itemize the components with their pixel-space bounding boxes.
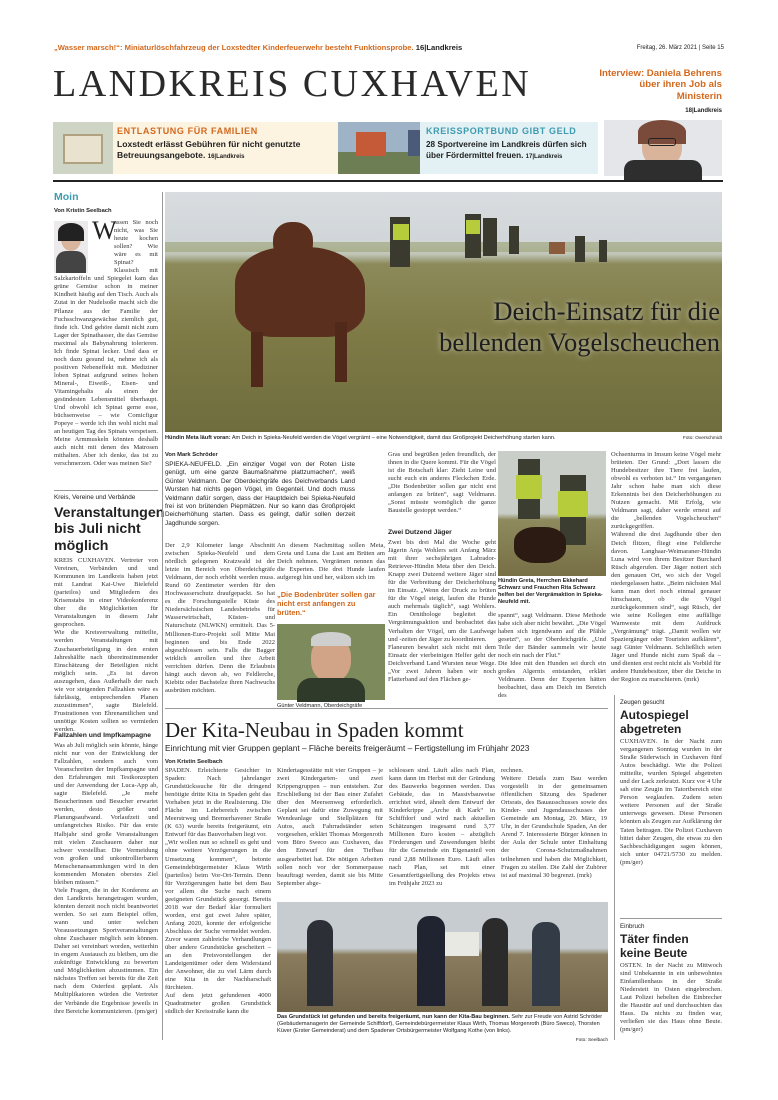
kita-caption-text: Sehr zur Freude von Astrid Schröder (Gebäudemanagerin der Gemeinde Schiffdorf), Gemeindebürgermeister Klaus Wirth, Thomas Morgenroth (Büro Sweco), Thorsten Küver (Erster Gemeinderat) und dem Spadener Ortsbürgermeister Wolfgang Kothe (von links). bbox=[277, 1014, 603, 1034]
deich-col1: Der 2,9 Kilometer lange Abschnitt zwischen Spieka-Neufeld und dem nördlich gelegenen Kratzwald ist der letzte im Bereich von Oberdeichgräfe Veldmann, der noch erhöht werden muss. Rund 60 Zentimeter werden für den Hochwasserschutz draufgepackt. So hat es die Forschungsstelle Küste des Niedersächsischen Landesbetriebs für Wasserwirtschaft, Küsten- und Naturschutz (NLWKN) ermittelt. Das 5-Millionen-Euro-Projekt soll Mitte Mai beginnen und bis Ende 2022 abgeschlossen sein. Falls die Bagger wirklich anrollen und ihre Arbeit verrichten dürfen. Denn die Erlaubnis hängt auch davon ab, wo Feldlerche, Kiebitz oder Bachstelze ihren Nachwuchs ausbrüten möchten. bbox=[165, 542, 275, 694]
deich-col5: Ochsenturms in Imsum keine Vögel mehr brüteten. Der Grund: „Dort lassen die Hundebesitzer ihre Tiere frei laufen, obwohl es verboten ist.“ Im vergangenen Jahr schon habe man sich diese Erkenntnis bei den Deicherhöhungen zu Nutzen gemacht. Mit Erfolg, wie Veldmann sagt, daher werde erneut auf die „bellenden Vogelscheuchen“ zurückgegriffen. Während die drei Jagdhunde über den Deich flitzen, fliegt eine Feldlerche davon. Langhaar-Weimaraner-Hündin Luna wird von ihrem Besitzer Burchard Rüsch abgerufen. Der Jäger notiert sich den genauen Ort, wo sich der Vogel niedergelassen hatte. „Beim nächsten Mal kann man dort noch einmal genauer hinschauen, ob die Vögel zurückgekommen sind“, sagt Rüsch, der wie seine Kollegen eine auffällige Warnweste mit dem Aufdruck „Vergrämung“ trägt. „Damit wollen wir Spaziergänger oder Touristen aufklären“, sagt Günter Veldmann. Schließlich seien Jäger und Hunde nicht zum Spaß da – und dienten erst recht nicht als Vorbild für andere Hundebesitzer, über die Deiche in der Region zu marschieren. (mrk) bbox=[611, 451, 721, 684]
interview-ref: 18|Landkreis bbox=[685, 108, 722, 114]
issue-date: Freitag, 26. März 2021 bbox=[636, 45, 698, 51]
deich-subhead: Zwei Dutzend Jäger bbox=[388, 529, 452, 536]
drop-cap: W bbox=[92, 216, 117, 245]
interview-portrait bbox=[604, 120, 722, 176]
veranst-headline: Veranstaltungen bis Juli nicht möglich bbox=[54, 505, 165, 554]
taeter-headline: Täter finden keine Beute bbox=[620, 932, 689, 960]
deich-photo-credit: Foto: Overschmidt bbox=[682, 436, 722, 441]
autospiegel-body: CUXHAVEN. In der Nacht zum vergangenen Sonntag wurden in der Straße Süderwisch in Cuxhaven fünf Autos beschädigt. Wie die Polizei mitteilte, wurden Spiegel abgetreten und der Lack zerkratzt. Kurz vor 4 Uhr sah eine Zeugin im Tatortbereich eine Person weglaufen. Zudem seien weitere Personen auf der Straße unterwegs gewesen. Diese Personen könnten als Zeugen zur Aufklärung der Taten beitragen. Die Polizei Cuxhaven bittet daher Zeugen, die etwas zu den Sachbeschädigungen sagen können, sich unter 04721/5730 zu melden. (pm/ger) bbox=[620, 738, 722, 866]
header-rule bbox=[53, 180, 723, 182]
right-divider bbox=[620, 918, 722, 919]
kita-photo bbox=[277, 902, 608, 1012]
deich-divider bbox=[165, 708, 608, 709]
moin-label: Moin bbox=[54, 191, 79, 203]
moin-float-spacer bbox=[54, 219, 114, 271]
deich-quote: „Die Bodenbrüter sollen gar nicht erst anfangen zu brüten.“ bbox=[277, 590, 376, 617]
teaser-text: „Wasser marsch!“: Miniaturlöschfahrzeug der Loxstedter Kinderfeuerwehr besteht Funktionsprobe. bbox=[54, 43, 414, 52]
page-number: Seite 15 bbox=[701, 45, 724, 51]
deich-photo2-caption: Hündin Greta, Herrchen Ekkehard Schwarz und Frauchen Rita Schwarz helfen bei der Vergrämaktion in Spieka-Neufeld mit. bbox=[498, 578, 603, 605]
right-column-divider bbox=[614, 695, 615, 1040]
kita-col2: Kindertagesstätte mit vier Gruppen – je zwei Kindergarten- und zwei Krippengruppen – nun entstehen. Zur Erschließung ist der Bau einer Zufahrt über den Meersenweg erforderlich. Geplant sei dafür eine Zuwegung mit Wendeanlage und Stellplätzen für Autos, auch Fahrradständer seien vorgesehen, erklärt Thomas Morgenroth vom Büro Sweco aus Cuxhaven, das den Entwurf für den Tiefbau ausgearbeitet hat. Die nötigen Arbeiten sollen noch vor der Sommerpause beauftragt werden, damit sie bis Mitte September abge- bbox=[277, 767, 383, 887]
autospiegel-kicker: Zeugen gesucht bbox=[620, 699, 665, 706]
deich-col3: Gras und begrüßen jeden freundlich, der ihnen in die Quere kommt. Für die Vögel ist die Botschaft klar: Zieht Leine und sucht euch ein anderes Fleckchen Erde. „Die Bodenbrüter sollen gar nicht erst anfangen zu brüten“, sagt Veldmann. „Sonst müsste womöglich die ganze Baustelle gestoppt werden.“ bbox=[388, 451, 496, 515]
veranst-body: KREIS CUXHAVEN. Vertreter von Vereinen, Verbänden und und Kommunen im Landkreis haben jetzt mit Landrat Kai-Uwe Bielefeld (parteilos) und Mitgliedern des Krisenstabs in einer Videokonferenz über die Möglichkeiten für Veranstaltungen in diesem Jahr gesprochen. Wie die Kreisverwaltung mitteilte, werden Veranstaltungen mit Zuschauerbeteiligung in den ersten Jahreshälfte nach übereinstimmender Einschätzung der Beteiligten nicht möglich sein. „Es ist davon auszugehen, dass Außerhalb der nach wie vor steigenden Fallzahlen wäre es fahrlässig, entsprechenden Planen zuzustimmen“, sagte Bielefeld. Frustrationen von Ehrenamtlichen und unnötige Kosten sollten so vermieden werden. bbox=[54, 557, 158, 733]
veldmann-portrait bbox=[277, 624, 385, 700]
veranst-kicker: Kreis, Vereine und Verbände bbox=[54, 494, 136, 501]
teaser-kicker-left: ENTLASTUNG FÜR FAMILIEN bbox=[117, 126, 258, 136]
veranst-subhead: Fallzahlen und Impfkampagne bbox=[54, 732, 152, 739]
teaser-photo-left bbox=[53, 122, 113, 174]
moin-author: Von Kristin Seelbach bbox=[54, 208, 112, 214]
teaser-banner-right[interactable] bbox=[420, 122, 598, 174]
teaser-right-text: 28 Sportvereine im Landkreis dürfen sich über Fördermittel freuen. bbox=[426, 140, 587, 160]
kita-author: Von Kristin Seelbach bbox=[165, 759, 223, 765]
moin-article bbox=[54, 216, 158, 484]
autospiegel-headline: Autospiegel abgetreten bbox=[620, 708, 689, 736]
deich-lead: SPIEKA-NEUFELD. „Ein einziger Vogel von der Roten Liste genügt, um eine ganze Baumaßnahme plattzumachen“, weiß Günter Veldmann. Der Oberdeichgräfe des Deichverbands Land Wursten hat nichts gegen Vögel, im Gegenteil. Und doch muss Veldmann dafür sorgen, dass der Hauptdeich bei Spieka-Neufeld frei ist von brütenden Piepmätzen. Nur so kann das Großprojekt Deicherhöhung starten. Dass es gelingt, dafür sollen derzeit Jagdhunde sorgen. bbox=[165, 461, 355, 527]
teaser-left-ref: 16|Landkreis bbox=[207, 154, 245, 160]
teaser-kicker-right: KREISSPORTBUND GIBT GELD bbox=[426, 126, 577, 136]
kita-col4: rechnen. Weitere Details zum Bau werden vorgestellt in der gemeinsamen öffentlichen Sitzung des Spadener Ortsrats, des Bauausschusses sowie des Kinder- und Jugendausschusses der Gemeinde am Montag, 29. März, 19 Uhr, in der Grundschule Spaden, An der Arend 7. Interessierte Bürger können in der Aula der Schule unter Einhaltung der Corona-Schutzmaßnahmen teilnehmen und haben die Möglichkeit, Fragen zu stellen. Die Zahl der Zuhörer ist auf maximal 30 begrenzt. (mrk) bbox=[501, 767, 607, 879]
kita-photo-caption bbox=[277, 1014, 608, 1035]
interview-teaser[interactable]: Interview: Daniela Behrens über ihren Job als Ministerin bbox=[599, 68, 722, 102]
deich-caption-bold: Hündin Meta läuft voran: bbox=[165, 435, 231, 441]
deich-col2: An diesem Nachmittag sollen Meta, Greta und Luna die Lust am Brüten am Deich nehmen. Vergrämen nennen das die Experten. Die drei Hunde laufen aufgeregt hin und her, wälzen sich im bbox=[277, 542, 385, 582]
page-title: LANDKREIS CUXHAVEN bbox=[53, 63, 532, 105]
teaser-text-right bbox=[426, 139, 596, 163]
kita-photo-credit: Foto: Seelbach bbox=[575, 1038, 608, 1043]
deich-author: Von Mark Schröder bbox=[165, 452, 218, 458]
deich-photo-2 bbox=[498, 451, 606, 576]
teaser-ref: 16|Landkreis bbox=[415, 43, 463, 52]
veranst-body2: Was ab Juli möglich sein könnte, hänge nicht nur von der Entwicklung der Fallzahlen, sondern auch vom Voranschreiten der Impfkampagne und den Erfahrungen mit Testkonzepten und der Anwendung der Luca-App ab, sagte Bielefeld. „Je mehr Besucherinnen und Besucher erwartet werden, desto größer und Planungsaufwand. Vorlaufzeit und umfangreiches Risiko. Für das erste Halbjahr sind große Veranstaltungen mit vielen Zuschauern daher nur schwer vorstellbar. Die Vermeidung von großen und unkontrollierbaren Menschenansammlungen wird in den kommenden Monaten oberstes Ziel bleiben müssen.“ Viele Fragen, die in der Konferenz an den Landkreis herangetragen wurden, könnten derzeit noch nicht beantwortet werden. So sei zum Beispiel offen, wann und unter welchen Voraussetzungen Sportveranstaltungen ohne Zuschauer möglich sein können. Daher sei vereinbart worden, weiterhin in engem Austausch zu bleiben, um die zukünftige Entwicklung zu bewerten und Möglichkeiten abzustimmen. Ein nächstes Treffen sei bereits für die Zeit nach dem Osterfest geplant. Als Multiplikatoren würden die Vertreter der Verbände die Ergebnisse jeweils in ihre Bereiche kommunizieren. (pm/ger) bbox=[54, 742, 158, 1015]
taeter-kicker: Einbruch bbox=[620, 923, 645, 930]
kita-headline: Der Kita-Neubau in Spaden kommt bbox=[165, 718, 464, 742]
taeter-body: OSTEN. In der Nacht zu Mittwoch sind Unbekannte in ein unbewohntes Einfamilienhaus in der Straße Niedersteit in Osten eingebrochen. Laut Polizei hebelten die Einbrecher die Haustür auf und durchsuchten das Haus. Da nichts zu finden war, verließen sie das Haus ohne Beute. (pm/ger) bbox=[620, 962, 722, 1034]
veldmann-caption: Günter Veldmann, Oberdeichgräfe bbox=[277, 703, 363, 709]
teaser-right-ref: 17|Landkreis bbox=[525, 154, 563, 160]
kita-col1: SPADEN. Erleichterte Gesichter in Spaden: Nach jahrelanger Grundstückssuche für die dringend benötigte dritte Kita in Spaden geht das Vorhaben jetzt in die Realisierung. Die Fläche im Lehrbereich zwischen Meerstrweg und Bremerhavener Straße (K 63) wurde bereits freigeräumt, ein Entwurf für das Bauvorhaben liegt vor. „Wir wollen nun so schnell es geht und ohne weitere Verzögerungen in die Umsetzung kommen“, betonte Gemeindebürgermeister Klaus Wirth (parteilos) beim Vor-Ort-Termin. Denn für Verzögerungen hatte bei dem Bau vor allem die Suche nach einem geeigneten Grundstück gesorgt. Bereits 2018 war der Bedarf klar formuliert worden, erst gut zwei Jahre später, Anfang 2020, konnte der erfolgreiche Abschluss der Suche vermeldet werden. Zuvor waren zahlreiche Verhandlungen über andere Grundstücke gescheitert – an den Preisvorstellungen der Landeigentümer oder dem Widerstand der Anwohner, die zu viel Lärm durch eine Kita in der Nachbarschaft fürchteten. Auf dem jetzt gefundenen 4000 Quadratmeter großen Grundstück südlich der Kreisstraße kann die bbox=[165, 767, 271, 1016]
teaser-left-text: Loxstedt erlässt Gebühren für nicht genutzte Betreuungsangebote. bbox=[117, 139, 301, 160]
deich-col4: spannt“, sagt Veldmann. Diese Methode habe sich aber nicht bewährt. „Die Vögel haben sich irgendwann auf die Pfähle gesetzt“, so der Oberdeichgräfe. „Und Teile der Bänder sammeln wir heute noch ein nach der Flut.“ Die Idee mit den Hunden sei durch ein großes Algernis entstanden, erklärt Veldmann. Denn der Experten hätten beobachtet, dass am Deich im Bereich des bbox=[498, 612, 606, 700]
kita-subline: Einrichtung mit vier Gruppen geplant – Fläche bereits freigeräumt – Fertigstellung im Frühjahr 2023 bbox=[165, 743, 530, 753]
left-divider bbox=[54, 490, 158, 491]
date-line: Freitag, 26. März 2021 | Seite 15 bbox=[636, 45, 724, 51]
teaser-text-left bbox=[117, 139, 357, 163]
deich-caption-text: Am Deich in Spieka-Neufeld werden die Vögel vergrämt – eine Notwendigkeit, damit das Großprojekt Deicherhöhung starten kann. bbox=[231, 435, 556, 441]
moin-body: assen Sie noch nicht, was Sie heute kochen sollen? Wie wäre es mit Spinat? Klassisch mit Salzkartoffeln und Spiegelei kam das grüne Gemüse schon in meiner Kindheit häufig auf den Tisch. Auch als Zutat in der Nudelsoße macht sich die Pflanze aus der Familie der Fuchsschwanzgewächse ziemlich gut, finde ich. Und gehöre damit nicht zum Lager der Spinathasser, die das Gemüse maximal als Babynahrung tolerieren. Ich finde Spinat lecker. Und dass er noch dazu gesund ist, nehme ich als positiven Nebeneffekt mit. Mediziner loben Spinat aufgrund seines hohen Mineral-, Eiweiß-, Eisen- und Vitamingehalts als einen der gesündesten Lebensmittel überhaupt. Und obwohl ich Spinat gerne esse, büchsenweise – wie Comicfigur Popeye – werde ich ihn wohl nicht mal an heutigen Tag des Spinats verspeisen. Meine Armmuskeln könnten deshalb auch nicht mit denen des Matrosen mithalten. Aber ich denke, das ist zu verschmerzen. Oder was meinen Sie? bbox=[54, 219, 158, 468]
kita-caption-bold: Das Grundstück ist gefunden und bereits freigeräumt, nun kann der Kita-Bau beginnen. bbox=[277, 1014, 510, 1020]
kita-col3: schlossen sind. Läuft alles nach Plan, kann dann im Herbst mit der Gründung des Bauwerks begonnen werden. Das Gebäude, das in Massivbauweise errichtet wird, ähnelt dem Entwurf der Kinderkrippe „Arche di Kark“ in Schiffdorf und wird nach aktuellen Schätzungen insgesamt rund 3,77 Millionen Euro kosten – abzüglich Förderungen und Zuwendungen bleibt für die Gemeinde ein Eigenanteil von rund 2,88 Millionen Euro. Läuft alles nach Plan, sei mit einer Gesamtfertigstellung des Projekts etwa im Frühjahr 2023 zu bbox=[389, 767, 495, 887]
column-divider bbox=[162, 192, 163, 1040]
deich-col3b: Zwei bis drei Mal die Woche geht Jägerin Anja Wohlers seit Anfang März mit ihrer sechsjährigen Labrador-Retriever-Hündin Meta über den Deich. Knapp zwei Dutzend weitere Jäger sind für die Verbreitung der Deicherhöhung im Einsatz. „Wenn der Druck zu brüten für die Vögel steigt, laufen die Hunde auch mehrmals täglich“, sagt Wohlers. Ein Ornithologe begleitet die Vergrämungsaktion und beobachtet das Verhalten der Vögel, um die Laufwege und -zeiten der Jäger zu koordinieren. Flaneuren bewahrt sich nicht mit dem Einsatz der vierbeinigen Helfer geht der Deichverband Land Wursten neue Wege. „Vor zwei Jahren haben wir noch Flatterband auf den Flächen ge- bbox=[388, 539, 496, 683]
deich-photo-caption bbox=[165, 435, 685, 442]
top-teaser[interactable] bbox=[54, 44, 614, 52]
deich-headline: Deich-Einsatz für die bellenden Vogelscheuchen bbox=[439, 296, 720, 357]
